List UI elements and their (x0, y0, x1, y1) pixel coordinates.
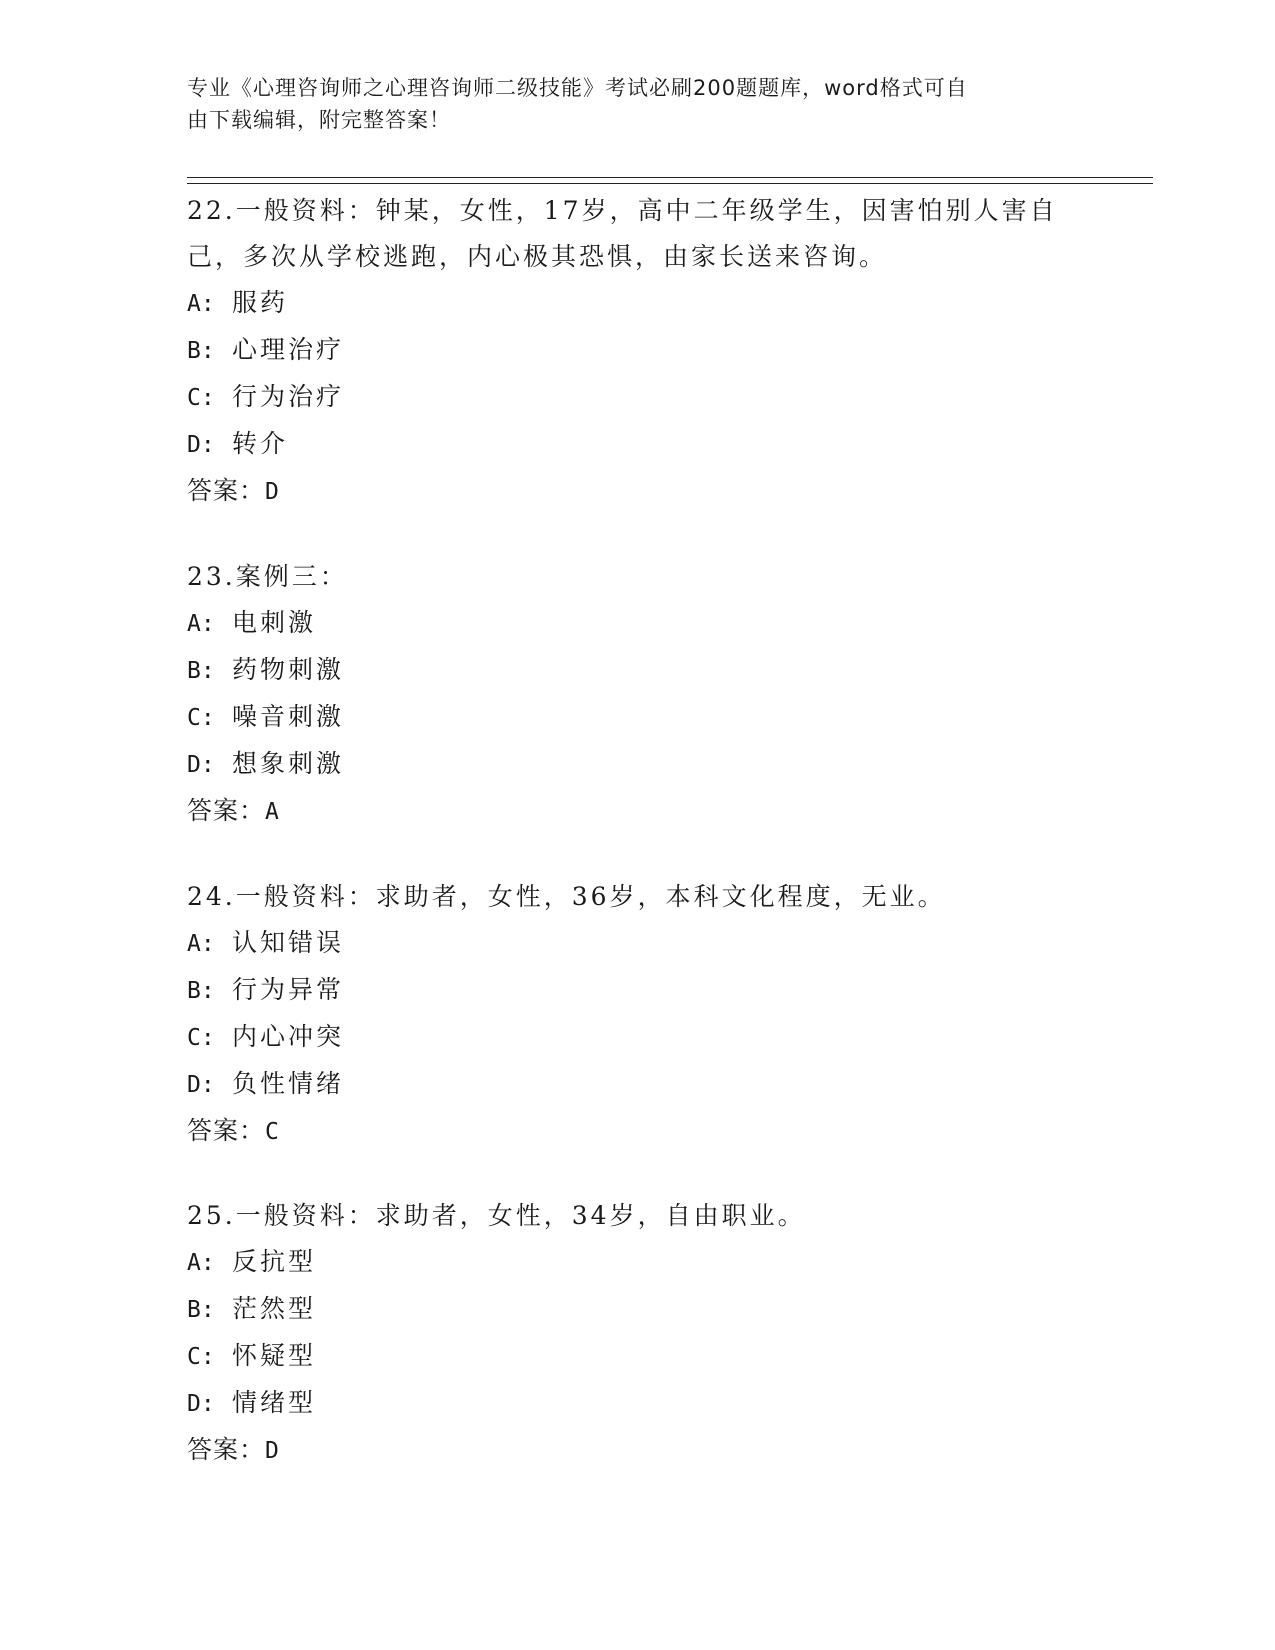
question-24 (187, 874, 1087, 1155)
question-23 (187, 554, 1087, 835)
answer-label: 答案： (187, 1116, 266, 1145)
option-d (187, 1380, 1087, 1427)
option-c (187, 374, 1087, 421)
option-key: C: (187, 1025, 215, 1051)
option-key: B: (187, 1297, 215, 1323)
option-b (187, 647, 1087, 694)
question-22 (187, 188, 1087, 515)
option-text: 噪音刺激 (232, 702, 345, 731)
option-d (187, 421, 1087, 468)
document-header (187, 72, 1067, 136)
option-text: 服药 (232, 288, 289, 317)
option-text: 想象刺激 (232, 749, 345, 778)
option-c (187, 694, 1087, 741)
question-stem: 24.一般资料：求助者，女性，36岁，本科文化程度，无业。 (187, 882, 946, 911)
answer-line (187, 468, 1087, 515)
answer-label: 答案： (187, 796, 266, 825)
answer-value: D (265, 1438, 280, 1464)
option-key: D: (187, 752, 215, 778)
header-line-1: 专业《心理咨询师之心理咨询师二级技能》考试必刷200题题库，word格式可自 (187, 76, 968, 100)
option-b (187, 1286, 1087, 1333)
answer-label: 答案： (187, 476, 266, 505)
option-c (187, 1014, 1087, 1061)
option-key: C: (187, 705, 215, 731)
option-key: D: (187, 432, 215, 458)
header-divider-bottom (187, 183, 1153, 184)
option-b (187, 967, 1087, 1014)
question-stem: 22.一般资料：钟某，女性，17岁，高中二年级学生，因害怕别人害自己，多次从学校逃跑，内心极其恐惧，由家长送来咨询。 (187, 196, 1058, 271)
answer-line (187, 1108, 1087, 1155)
answer-value: A (265, 799, 280, 825)
answer-line (187, 788, 1087, 835)
option-text: 认知错误 (232, 928, 345, 957)
option-c (187, 1333, 1087, 1380)
option-text: 行为治疗 (232, 382, 345, 411)
option-key: D: (187, 1391, 215, 1417)
option-key: B: (187, 658, 215, 684)
option-key: A: (187, 931, 215, 957)
answer-value: C (265, 1119, 280, 1145)
option-text: 行为异常 (232, 975, 345, 1004)
option-key: C: (187, 1344, 215, 1370)
option-a (187, 920, 1087, 967)
option-key: A: (187, 611, 215, 637)
option-text: 电刺激 (232, 608, 317, 637)
option-b (187, 327, 1087, 374)
option-key: A: (187, 1250, 215, 1276)
answer-label: 答案： (187, 1435, 266, 1464)
option-text: 心理治疗 (232, 335, 345, 364)
option-text: 反抗型 (232, 1247, 317, 1276)
question-25 (187, 1193, 1087, 1474)
header-line-2: 由下载编辑，附完整答案！ (187, 108, 451, 132)
answer-value: D (265, 479, 280, 505)
option-text: 内心冲突 (232, 1022, 345, 1051)
option-key: B: (187, 978, 215, 1004)
option-text: 情绪型 (232, 1388, 317, 1417)
option-a (187, 600, 1087, 647)
question-stem: 25.一般资料：求助者，女性，34岁，自由职业。 (187, 1201, 806, 1230)
option-a (187, 1239, 1087, 1286)
answer-line (187, 1427, 1087, 1474)
option-a (187, 280, 1087, 327)
option-key: A: (187, 291, 215, 317)
option-key: D: (187, 1072, 215, 1098)
option-text: 负性情绪 (232, 1069, 345, 1098)
header-divider-top (187, 177, 1153, 178)
option-text: 转介 (232, 429, 289, 458)
option-key: B: (187, 338, 215, 364)
option-text: 药物刺激 (232, 655, 345, 684)
option-d (187, 1061, 1087, 1108)
option-text: 怀疑型 (232, 1341, 317, 1370)
option-d (187, 741, 1087, 788)
option-text: 茫然型 (232, 1294, 317, 1323)
option-key: C: (187, 385, 215, 411)
question-stem: 23.案例三： (187, 562, 348, 591)
